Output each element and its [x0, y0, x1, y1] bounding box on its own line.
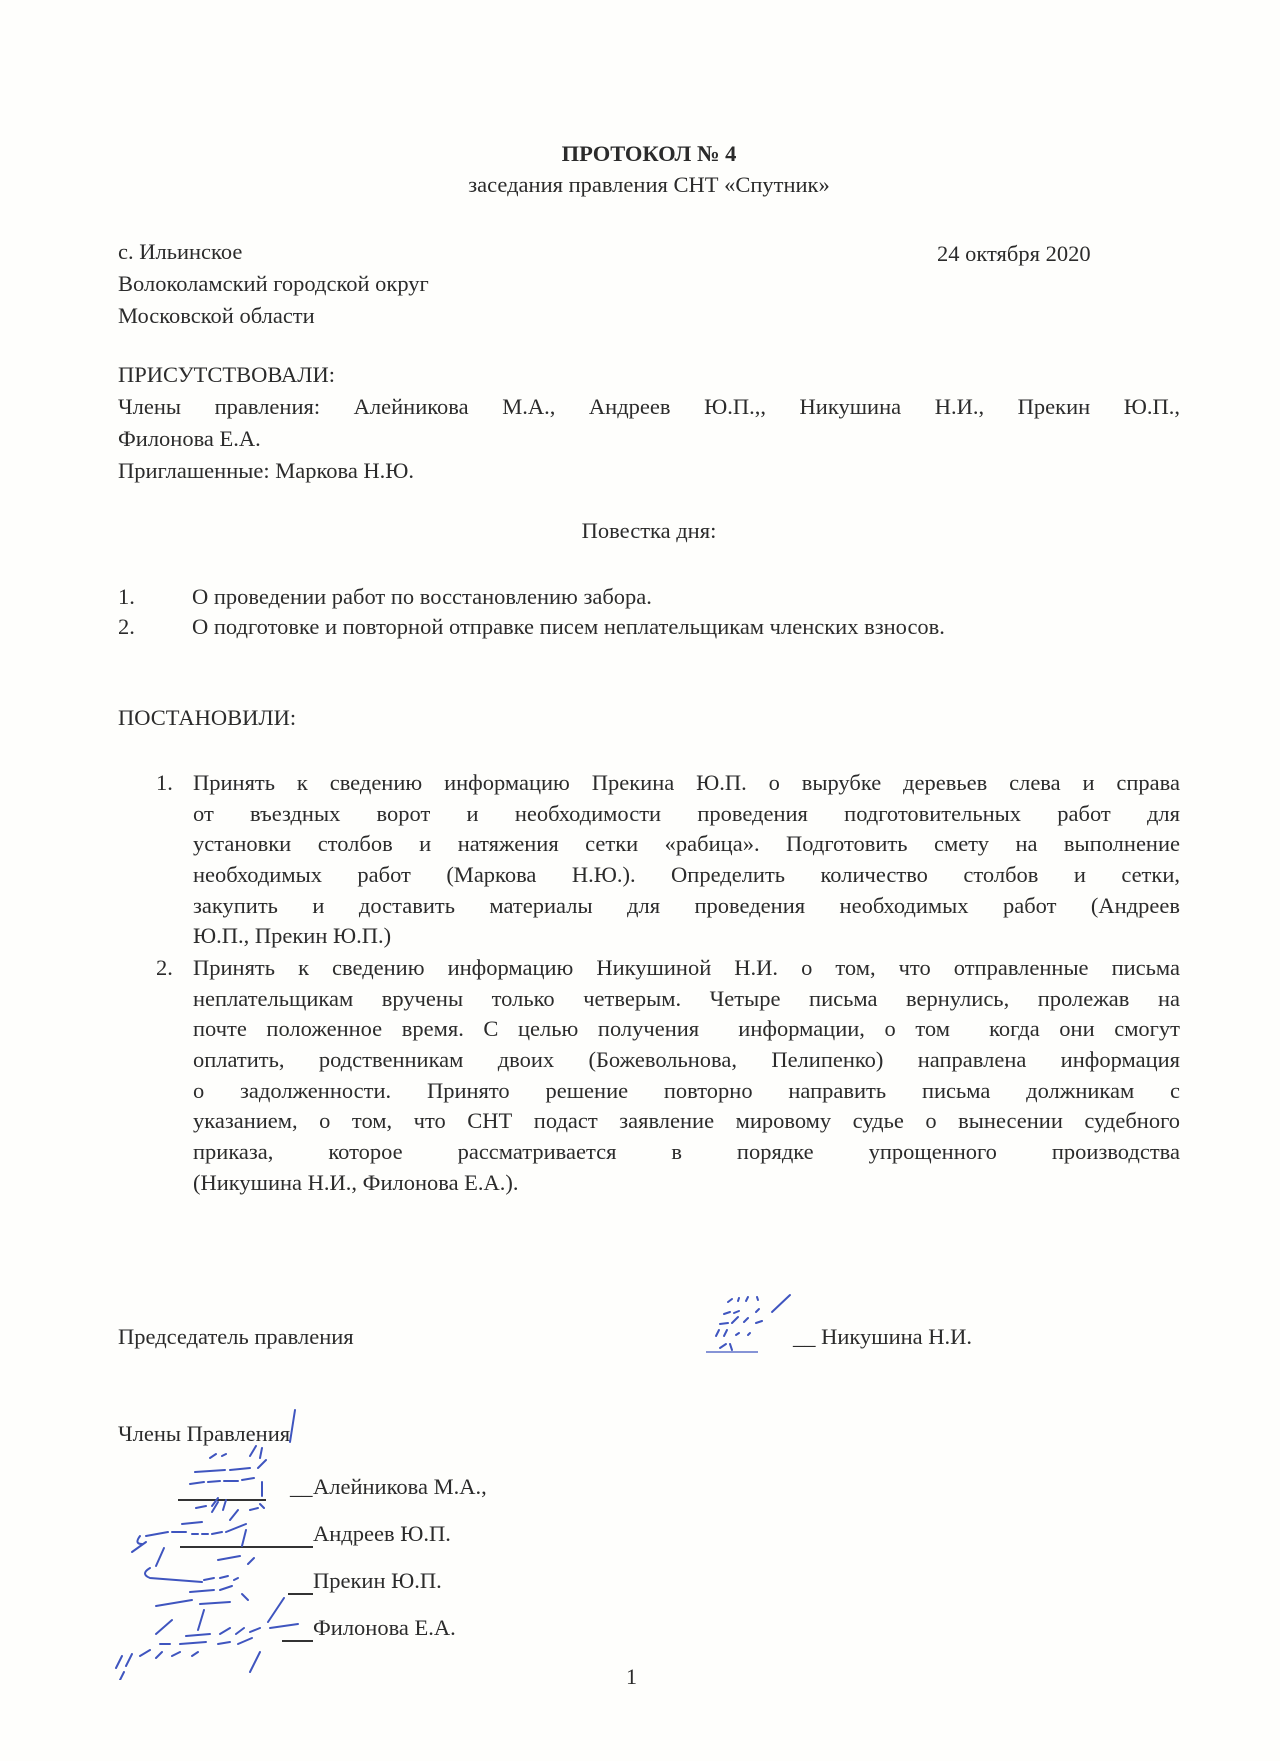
resolution-line: указанием, о том, что СНТ подаст заявление мировому судье о вынесении судебного [193, 1108, 1180, 1134]
resolution-line: почте положенное время. С целью получения информации, о том когда они смогут [193, 1016, 1180, 1042]
resolution-line: оплатить, родственникам двоих (Божевольнова, Пелипенко) направлена информация [193, 1047, 1180, 1073]
resolution-line: неплательщикам вручены только четверым. Четыре письма вернулись, пролежав на [193, 985, 1180, 1011]
resolution-line: Ю.П., Прекин Ю.П.) [193, 923, 392, 949]
agenda-item-number: 2. [118, 614, 135, 639]
resolution-line: приказа, которое рассматривается в порядке упрощенного производства [193, 1139, 1180, 1165]
resolution-line: Принять к сведению информацию Никушиной Н.И. о том, что отправленные письма [193, 955, 1180, 980]
agenda-heading: Повестка дня: [581, 518, 717, 543]
location-line: Московской области [118, 303, 315, 328]
attendance-heading: ПРИСУТСТВОВАЛИ: [118, 362, 336, 387]
resolution-line: от въездных ворот и необходимости проведения подготовительных работ для [193, 800, 1180, 826]
resolution-line: Принять к сведению информацию Прекина Ю.П. о вырубке деревьев слева и справа [193, 770, 1180, 795]
resolution-number: 2. [156, 955, 173, 980]
agenda-item-text: О подготовке и повторной отправке писем неплательщикам членских взносов. [192, 614, 945, 639]
meeting-date: 24 октября 2020 [937, 241, 1091, 266]
members-signatures-icon [100, 1400, 330, 1680]
location-line: с. Ильинское [118, 239, 243, 264]
member-name: Филонова Е.А. [313, 1615, 456, 1640]
members-label: Члены Правления [118, 1421, 291, 1446]
member-name: Прекин Ю.П. [313, 1568, 442, 1593]
agenda-list [118, 582, 1180, 642]
attendance-invited: Приглашенные: Маркова Н.Ю. [118, 458, 415, 483]
member-name: Андреев Ю.П. [313, 1521, 451, 1546]
document-subtitle: заседания правления СНТ «Спутник» [468, 172, 830, 197]
member-name: Алейникова М.А., [313, 1474, 487, 1499]
agenda-item-text: О проведении работ по восстановлению забора. [192, 584, 652, 609]
chairman-label: Председатель правления [118, 1324, 354, 1349]
member-signature-prefix: __ [290, 1474, 313, 1499]
agenda-item [118, 612, 1180, 642]
attendance-members-line: Филонова Е.А. [118, 426, 261, 451]
attendance-block [118, 359, 1180, 487]
resolution-text [193, 768, 1180, 952]
resolution-number: 1. [156, 770, 173, 795]
attendance-members-line: Члены правления: Алейникова М.А., Андреев Ю.П.,, Никушина Н.И., Прекин Ю.П., [118, 394, 1180, 419]
resolution-line: (Никушина Н.И., Филонова Е.А.). [193, 1169, 519, 1195]
location-line: Волоколамский городской округ [118, 271, 429, 296]
resolution-line: о задолженности. Принято решение повторно направить письма должникам с [193, 1077, 1180, 1103]
resolutions-heading: ПОСТАНОВИЛИ: [118, 705, 297, 730]
resolution-line: необходимых работ (Маркова Н.Ю.). Определить количество столбов и сетки, [193, 862, 1180, 888]
resolution-line: закупить и доставить материалы для проведения необходимых работ (Андреев [193, 892, 1180, 918]
chairman-name: __ Никушина Н.И. [793, 1324, 973, 1349]
document-title: ПРОТОКОЛ № 4 [561, 141, 737, 166]
resolution-text [193, 953, 1180, 1199]
agenda-item [118, 582, 1180, 612]
page-number: 1 [626, 1664, 637, 1689]
agenda-item-number: 1. [118, 584, 135, 609]
chairman-signature-icon [700, 1292, 810, 1358]
resolution-line: установки столбов и натяжения сетки «рабица». Подготовить смету на выполнение [193, 831, 1180, 857]
